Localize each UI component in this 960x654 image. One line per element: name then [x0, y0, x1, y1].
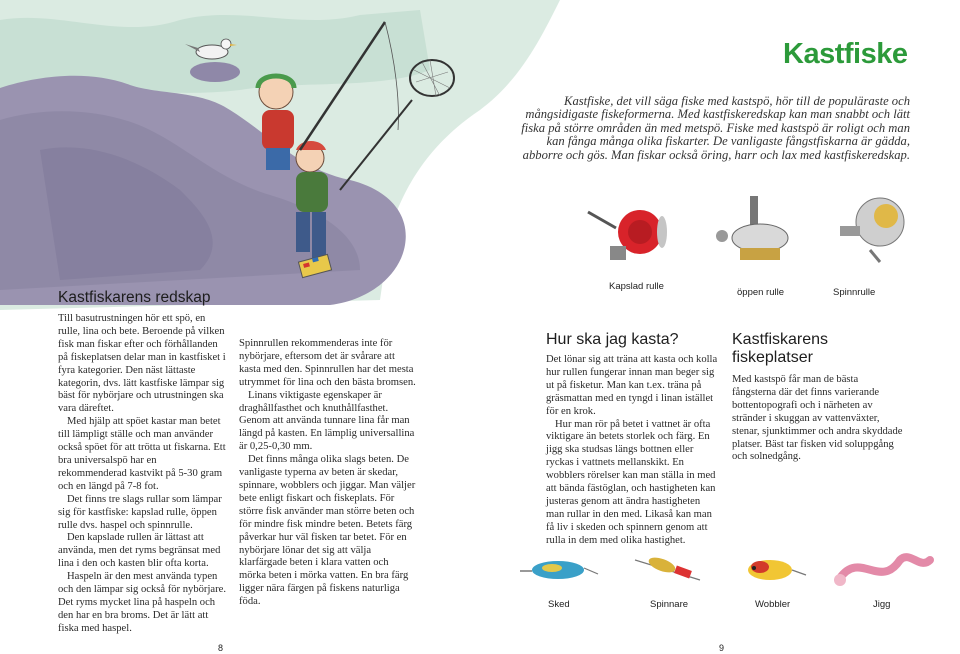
- col3-paragraph: Det lönar sig att träna att kasta och kolla hur rullen fungerar innan man beger sig ut på fisketur. Man kan t.ex. träna på gräsmattan med en tyngd i linan istället för en krok.: [546, 354, 718, 417]
- page-number-left: 8: [218, 643, 224, 653]
- spin-reel-drawing: [840, 198, 904, 262]
- spinner-lure-drawing: [635, 555, 700, 580]
- col2-paragraph: Linans viktigaste egenskaper är draghållfasthet och knuthållfasthet. Genom att använda tunnare lina får man längd på kasten. En lämplig universallina är 0,25-0,30 mm.: [239, 389, 415, 453]
- col4-paragraph: Med kastspö får man de bästa fångsterna där det finns varierande bottentopografi och i närheten av stränder i skuggan av vattenväxter, stenar, sjunktimmer och andra skyddade platser. Bäst tar fisken vid soluppgång och solnedgång.: [732, 374, 903, 463]
- col2-paragraph: Det finns många olika slags beten. De vanligaste typerna av beten är skedar, spinnare, wobblers och jiggar. Man väljer bete enligt fiskart och fiskeplats. För större fisk använder man större beten och för mindre fisk mindre beten. Betets färg påverkar hur väl fisken tar betet. För en nybörjare lönar det sig att välja klarfärgade beten i klara vatten och mörka beten i mörka vatten. En bra färg ligger nära färgen på fiskens naturliga föda.: [239, 454, 416, 608]
- col1-paragraph: Den kapslade rullen är lättast att använda, men det ryms begränsat med lina i den och kasten blir ofta korta.: [58, 532, 221, 570]
- wobbler-caption: Wobbler: [755, 599, 791, 610]
- fishing-spots-heading: [732, 331, 828, 367]
- column-4: [732, 374, 904, 464]
- closed-reel-drawing: [588, 210, 667, 260]
- column-2: [239, 338, 417, 609]
- fishing-spots-heading-line-2: fiskeplatser: [732, 349, 813, 366]
- col2-paragraph: Spinnrullen rekommenderas inte för nybörjare, eftersom det är svårare att kasta med den. Spinnrullen har det mesta utrymmet för lina och den bästa bromsen.: [239, 338, 416, 388]
- fishing-spots-heading-line-1: Kastfiskarens: [732, 331, 829, 348]
- closed-reel-caption: Kapslad rulle: [609, 281, 664, 292]
- spin-reel-caption: Spinnrulle: [833, 287, 876, 298]
- spoon-caption: Sked: [548, 599, 570, 610]
- intro-text: Kastfiske, det vill säga fiske med kastspö, hör till de populäraste och mångsidigaste fiskeformerna. Med kastfiskeredskap kan man snabbt och lätt fiska på större områden än med metspö. Fiske med kastspö är roligt och man kan fånga många olika fiskarter. De vanligaste fångstfiskarna är gädda, abborre och gös. Man fiskar också öring, harr och lax med kastfiskeredskap.: [521, 94, 910, 162]
- page-number-right: 9: [719, 643, 725, 653]
- open-reel-caption: öppen rulle: [737, 287, 785, 298]
- column-3: [546, 354, 721, 548]
- wobbler-lure-drawing: [748, 560, 806, 580]
- col3-paragraph: Hur man rör på betet i vattnet är ofta viktigare än betets storlek och färg. En jigg ska studsas längs bottnen eller ryckas i vattnets mellanskikt. En wobblers rörelser kan man ställa in med att bända fästöglan, och hastigheten kan justeras genom att ändra hastigheten man rullar in den med. Likaså kan man få liv i skeden och spinnern genom att rulla in dem med olika hastighet.: [546, 418, 716, 546]
- col1-paragraph: Haspeln är den mest använda typen och den lämpar sig också för nybörjare. Det ryms mycket lina på haspeln och den har en bra broms. Det är lätt att fiska med haspel.: [58, 571, 226, 634]
- tackle-heading: Kastfiskarens redskap: [58, 289, 211, 306]
- col1-paragraph: Med hjälp att spöet kastar man betet till lämpligt ställe och man använder också spöet för att trötta ut fiskarna. Ett bra universalspö har en rekommenderad kastvikt på 5-30 gram och en längd på 7-8 fot.: [58, 416, 226, 492]
- jig-caption: Jigg: [873, 599, 891, 610]
- spread-title: Kastfiske: [783, 38, 908, 70]
- col1-paragraph: Det finns tre slags rullar som lämpar sig för kastfiske: kapslad rulle, öppen rulle dvs. haspel och spinnrulle.: [58, 493, 222, 531]
- col1-paragraph: Till basutrustningen hör ett spö, en rulle, lina och bete. Beroende på vilken fisk man fiskar efter och förhållanden på fiskeplatsen delar man in kastfisket i fyra kategorier. Den näst lättaste kategorin, dvs. lätt kastfiske lämpar sig bäst för nybörjare och utrustningen ska vara däreftet.: [58, 313, 226, 415]
- how-to-cast-heading: Hur ska jag kasta?: [546, 331, 679, 348]
- jig-lure-drawing: [834, 557, 930, 586]
- spinner-caption: Spinnare: [650, 599, 689, 610]
- open-reel-drawing: [716, 196, 788, 260]
- spoon-lure-drawing: [520, 561, 598, 579]
- column-1: [58, 313, 226, 636]
